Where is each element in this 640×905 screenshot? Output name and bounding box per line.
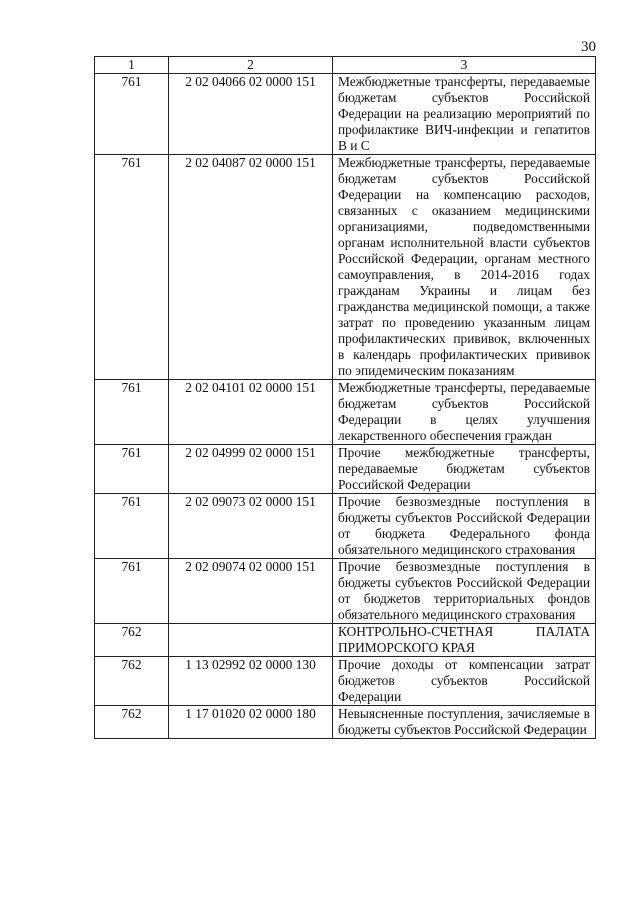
revenue-description: Прочие безвозмездные поступления в бюджеты субъектов Российской Федерации от бюджета Федерального фонда обязательного медицинского страхования [333, 494, 596, 559]
table-row [95, 657, 596, 706]
admin-code: 762 [95, 624, 169, 657]
admin-code: 761 [95, 445, 169, 494]
admin-code: 761 [95, 494, 169, 559]
table-row [95, 445, 596, 494]
budget-revenue-table [94, 56, 596, 739]
admin-code: 761 [95, 155, 169, 380]
admin-code: 761 [95, 559, 169, 624]
revenue-code: 2 02 04101 02 0000 151 [169, 380, 333, 445]
admin-code: 762 [95, 657, 169, 706]
table-row [95, 559, 596, 624]
revenue-description: Прочие безвозмездные поступления в бюджеты субъектов Российской Федерации от бюджетов территориальных фондов обязательного медицинского страхования [333, 559, 596, 624]
table-header-row [95, 57, 596, 74]
header-col-3: 3 [333, 57, 596, 74]
revenue-description: Невыясненные поступления, зачисляемые в бюджеты субъектов Российской Федерации [333, 706, 596, 739]
revenue-description: Межбюджетные трансферты, передаваемые бюджетам субъектов Российской Федерации на реализацию мероприятий по профилактике ВИЧ-инфекции и гепатитов B и C [333, 74, 596, 155]
revenue-code: 2 02 04087 02 0000 151 [169, 155, 333, 380]
page-number: 30 [581, 39, 596, 55]
revenue-description: Прочие доходы от компенсации затрат бюджетов субъектов Российской Федерации [333, 657, 596, 706]
revenue-code [169, 624, 333, 657]
table-row [95, 494, 596, 559]
admin-code: 761 [95, 74, 169, 155]
admin-code: 761 [95, 380, 169, 445]
revenue-code: 1 17 01020 02 0000 180 [169, 706, 333, 739]
header-col-1: 1 [95, 57, 169, 74]
revenue-code: 2 02 09074 02 0000 151 [169, 559, 333, 624]
organization-title: КОНТРОЛЬНО-СЧЕТНАЯ ПАЛАТА ПРИМОРСКОГО КРАЯ [333, 624, 596, 657]
table-row [95, 155, 596, 380]
table-row [95, 74, 596, 155]
table-row [95, 706, 596, 739]
admin-code: 762 [95, 706, 169, 739]
header-col-2: 2 [169, 57, 333, 74]
revenue-code: 2 02 04999 02 0000 151 [169, 445, 333, 494]
revenue-code: 1 13 02992 02 0000 130 [169, 657, 333, 706]
revenue-code: 2 02 09073 02 0000 151 [169, 494, 333, 559]
revenue-description: Прочие межбюджетные трансферты, передаваемые бюджетам субъектов Российской Федерации [333, 445, 596, 494]
revenue-description: Межбюджетные трансферты, передаваемые бюджетам субъектов Российской Федерации на компенсацию расходов, связанных с оказанием медицинскими организациями, подведомственными органам исполнительной власти субъектов Российской Федерации, органам местного самоуправления, в 2014-2016 годах гражданам Украины и лицам без гражданства медицинской помощи, а также затрат по проведению указанным лицам профилактических прививок, включенных в календарь профилактических прививок по эпидемическим показаниям [333, 155, 596, 380]
revenue-code: 2 02 04066 02 0000 151 [169, 74, 333, 155]
revenue-description: Межбюджетные трансферты, передаваемые бюджетам субъектов Российской Федерации в целях улучшения лекарственного обеспечения граждан [333, 380, 596, 445]
table-row [95, 624, 596, 657]
table-row [95, 380, 596, 445]
